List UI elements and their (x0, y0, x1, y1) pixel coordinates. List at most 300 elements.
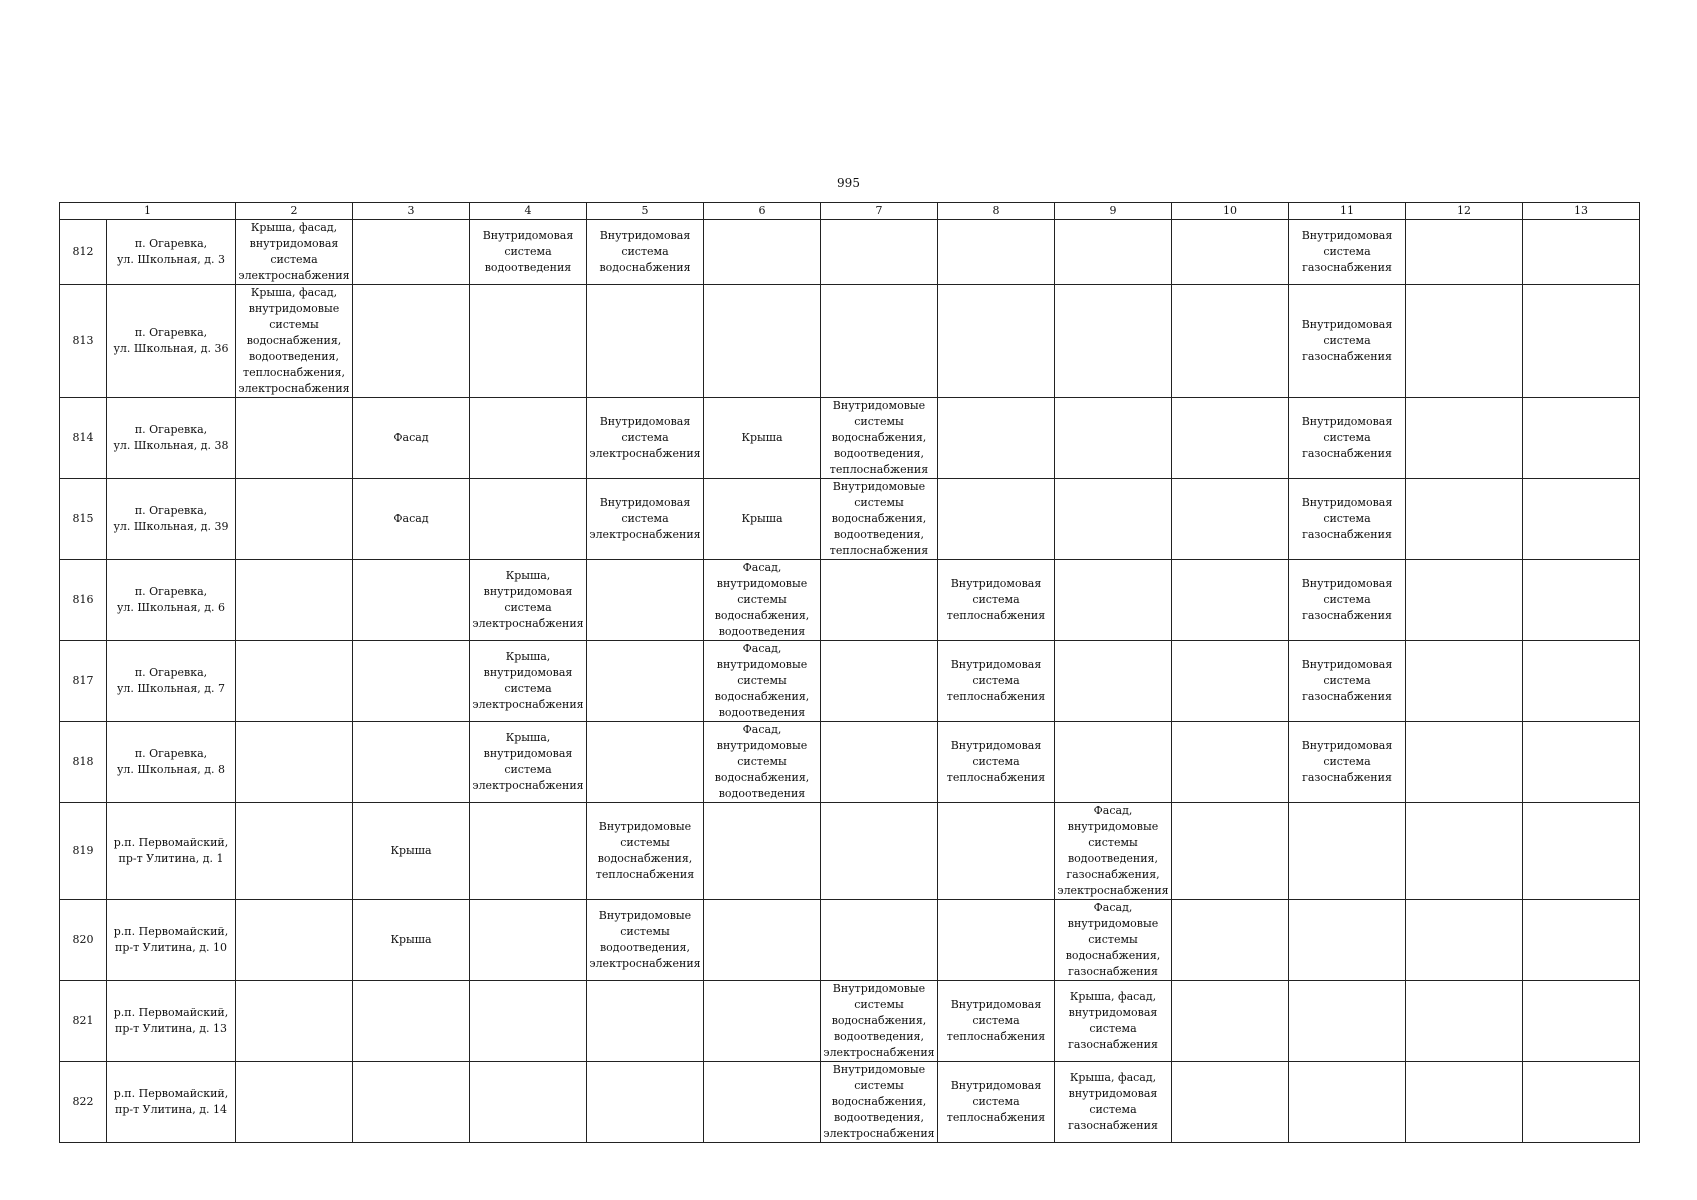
work-cell-col-11 (1289, 398, 1406, 479)
work-line: водоотведения, (248, 350, 339, 363)
work-line: системы (854, 998, 904, 1011)
work-line: внутридомовые (1067, 820, 1159, 833)
work-line: Внутридомовая (950, 658, 1042, 671)
work-cell-col-3 (353, 479, 470, 560)
work-cell-col-8 (938, 479, 1055, 560)
work-cell-col-2 (236, 900, 353, 981)
work-cell-col-10 (1172, 722, 1289, 803)
work-cell-col-7 (821, 220, 938, 285)
work-cell-col-7 (821, 722, 938, 803)
work-cell-col-4 (470, 641, 587, 722)
work-line: Фасад (393, 512, 429, 525)
work-line: система (1323, 512, 1371, 525)
work-cell-col-5 (587, 722, 704, 803)
repair-schedule-table (59, 202, 1640, 1143)
address-line: р.п. Первомайский, (113, 1006, 229, 1019)
table-row (60, 285, 1640, 398)
table-body (60, 220, 1640, 1143)
work-cell-col-9 (1055, 641, 1172, 722)
work-line: Фасад, (742, 561, 782, 574)
work-cell-col-12 (1406, 722, 1523, 803)
work-line: газоснабжения (1302, 528, 1392, 541)
work-cell-col-12 (1406, 479, 1523, 560)
page-number: 995 (837, 176, 860, 190)
column-header: 11 (1289, 203, 1406, 220)
work-line: Внутридомовые (832, 480, 926, 493)
row-number: 820 (60, 900, 107, 981)
address-line: п. Огаревка, (134, 237, 208, 250)
work-line: водоснабжения, (714, 771, 810, 784)
work-cell-col-9 (1055, 398, 1172, 479)
work-cell-col-6 (704, 722, 821, 803)
work-line: водоотведения (718, 706, 806, 719)
work-line: Крыша (741, 512, 783, 525)
work-line: Внутридомовая (482, 229, 574, 242)
work-line: система (1323, 674, 1371, 687)
address-line: ул. Школьная, д. 8 (116, 763, 226, 776)
work-line: газоснабжения (1068, 965, 1158, 978)
work-cell-col-2 (236, 285, 353, 398)
work-line: внутридомовая (1068, 1087, 1158, 1100)
work-line: системы (854, 1079, 904, 1092)
work-line: Внутридомовая (950, 998, 1042, 1011)
column-header: 1 (60, 203, 236, 220)
work-cell-col-3 (353, 285, 470, 398)
work-cell-col-2 (236, 220, 353, 285)
work-cell-col-13 (1523, 1062, 1640, 1143)
work-line: внутридомовые (248, 302, 340, 315)
work-line: газоснабжения (1068, 1119, 1158, 1132)
row-number: 821 (60, 981, 107, 1062)
work-line: электроснабжения (823, 1046, 935, 1059)
work-cell-col-11 (1289, 220, 1406, 285)
work-line: водоснабжения, (831, 1014, 927, 1027)
work-line: Внутридомовая (1301, 229, 1393, 242)
work-cell-col-9 (1055, 1062, 1172, 1143)
work-cell-col-4 (470, 479, 587, 560)
work-cell-col-11 (1289, 803, 1406, 900)
work-cell-col-12 (1406, 285, 1523, 398)
work-cell-col-7 (821, 900, 938, 981)
row-number: 819 (60, 803, 107, 900)
work-cell-col-6 (704, 398, 821, 479)
address-line: п. Огаревка, (134, 666, 208, 679)
work-line: водоотведения, (833, 1111, 924, 1124)
work-cell-col-8 (938, 285, 1055, 398)
address-line: пр-т Улитина, д. 14 (114, 1103, 227, 1116)
work-line: Фасад, (742, 723, 782, 736)
work-line: Крыша, (505, 569, 551, 582)
work-cell-col-7 (821, 803, 938, 900)
row-number: 822 (60, 1062, 107, 1143)
work-line: система (1089, 1103, 1137, 1116)
table-row (60, 398, 1640, 479)
work-cell-col-2 (236, 803, 353, 900)
work-cell-col-13 (1523, 981, 1640, 1062)
work-cell-col-6 (704, 981, 821, 1062)
work-cell-col-4 (470, 560, 587, 641)
work-cell-col-10 (1172, 479, 1289, 560)
work-line: система (1323, 755, 1371, 768)
work-line: система (972, 1014, 1020, 1027)
work-line: теплоснабжения (946, 609, 1046, 622)
work-line: система (972, 674, 1020, 687)
work-cell-col-9 (1055, 981, 1172, 1062)
work-line: система (1089, 1022, 1137, 1035)
table-row (60, 1062, 1640, 1143)
address-line: п. Огаревка, (134, 747, 208, 760)
work-cell-col-12 (1406, 1062, 1523, 1143)
work-cell-col-3 (353, 722, 470, 803)
work-line: водоотведения, (833, 1030, 924, 1043)
work-line: теплоснабжения, (243, 366, 345, 379)
work-line: водоснабжения, (831, 1095, 927, 1108)
work-line: внутридомовые (716, 577, 808, 590)
work-cell-col-11 (1289, 285, 1406, 398)
work-line: Внутридомовая (1301, 658, 1393, 671)
work-cell-col-2 (236, 981, 353, 1062)
address-line: пр-т Улитина, д. 1 (118, 852, 224, 865)
work-cell-col-7 (821, 981, 938, 1062)
address-line: ул. Школьная, д. 3 (116, 253, 226, 266)
work-line: газоснабжения (1302, 690, 1392, 703)
work-cell-col-5 (587, 641, 704, 722)
work-line: электроснабжения (589, 447, 701, 460)
work-line: электроснабжения (238, 382, 350, 395)
work-cell-col-4 (470, 900, 587, 981)
column-header: 5 (587, 203, 704, 220)
work-cell-col-7 (821, 641, 938, 722)
work-cell-col-9 (1055, 479, 1172, 560)
work-cell-col-8 (938, 641, 1055, 722)
work-cell-col-6 (704, 803, 821, 900)
work-cell-col-8 (938, 220, 1055, 285)
work-line: теплоснабжения (946, 771, 1046, 784)
work-cell-col-5 (587, 285, 704, 398)
work-line: Внутридомовая (1301, 415, 1393, 428)
table-row (60, 641, 1640, 722)
work-cell-col-9 (1055, 900, 1172, 981)
address-line: п. Огаревка, (134, 504, 208, 517)
work-cell-col-4 (470, 220, 587, 285)
work-line: система (1323, 334, 1371, 347)
work-cell-col-9 (1055, 560, 1172, 641)
work-cell-col-13 (1523, 900, 1640, 981)
work-line: электроснабжения (472, 698, 584, 711)
work-line: Внутридомовая (950, 577, 1042, 590)
address-line: р.п. Первомайский, (113, 925, 229, 938)
work-line: Крыша, (505, 650, 551, 663)
work-cell-col-9 (1055, 220, 1172, 285)
address-line: п. Огаревка, (134, 423, 208, 436)
row-number: 815 (60, 479, 107, 560)
address-line: ул. Школьная, д. 38 (113, 439, 229, 452)
work-line: газоснабжения (1302, 261, 1392, 274)
work-cell-col-12 (1406, 220, 1523, 285)
work-cell-col-2 (236, 1062, 353, 1143)
work-line: Внутридомовые (598, 909, 692, 922)
work-cell-col-5 (587, 220, 704, 285)
work-line: электроснабжения (1057, 884, 1169, 897)
work-line: водоотведения, (599, 941, 690, 954)
work-line: электроснабжения (589, 957, 701, 970)
work-cell-col-12 (1406, 981, 1523, 1062)
work-cell-col-4 (470, 803, 587, 900)
work-cell-col-8 (938, 803, 1055, 900)
work-cell-col-5 (587, 981, 704, 1062)
work-cell-col-3 (353, 560, 470, 641)
work-cell-col-2 (236, 560, 353, 641)
work-line: Крыша, фасад, (250, 286, 338, 299)
work-cell-col-8 (938, 560, 1055, 641)
address-line: пр-т Улитина, д. 10 (114, 941, 227, 954)
column-header: 6 (704, 203, 821, 220)
work-cell-col-6 (704, 560, 821, 641)
work-line: теплоснабжения (946, 690, 1046, 703)
work-line: Внутридомовая (950, 1079, 1042, 1092)
table-row (60, 220, 1640, 285)
work-line: система (972, 1095, 1020, 1108)
work-line: система (621, 512, 669, 525)
work-cell-col-6 (704, 220, 821, 285)
work-line: система (1323, 431, 1371, 444)
address-cell (107, 803, 236, 900)
work-cell-col-3 (353, 398, 470, 479)
work-line: внутридомовая (1068, 1006, 1158, 1019)
work-line: Внутридомовая (1301, 577, 1393, 590)
work-line: Фасад, (1093, 901, 1133, 914)
work-line: водоснабжения, (714, 690, 810, 703)
work-cell-col-4 (470, 398, 587, 479)
work-cell-col-7 (821, 285, 938, 398)
work-line: газоснабжения (1068, 1038, 1158, 1051)
work-cell-col-3 (353, 981, 470, 1062)
work-line: системы (737, 674, 787, 687)
address-cell (107, 641, 236, 722)
work-line: Фасад, (1093, 804, 1133, 817)
work-cell-col-3 (353, 803, 470, 900)
work-line: Крыша, фасад, (1069, 1071, 1157, 1084)
work-line: водоснабжения, (246, 334, 342, 347)
work-cell-col-12 (1406, 560, 1523, 641)
work-line: Крыша (390, 933, 432, 946)
work-line: Крыша, фасад, (250, 221, 338, 234)
work-line: электроснабжения (472, 617, 584, 630)
row-number: 818 (60, 722, 107, 803)
work-cell-col-6 (704, 479, 821, 560)
work-line: газоснабжения (1302, 350, 1392, 363)
work-cell-col-10 (1172, 803, 1289, 900)
table-row (60, 560, 1640, 641)
work-line: теплоснабжения (595, 868, 695, 881)
work-line: теплоснабжения (829, 544, 929, 557)
address-cell (107, 479, 236, 560)
column-header: 4 (470, 203, 587, 220)
work-line: система (270, 253, 318, 266)
table-row (60, 479, 1640, 560)
work-cell-col-4 (470, 285, 587, 398)
address-cell (107, 981, 236, 1062)
address-line: р.п. Первомайский, (113, 1087, 229, 1100)
work-cell-col-10 (1172, 560, 1289, 641)
work-cell-col-8 (938, 398, 1055, 479)
work-line: Фасад (393, 431, 429, 444)
work-line: водоотведения (484, 261, 572, 274)
row-number: 814 (60, 398, 107, 479)
work-line: водоснабжения (599, 261, 691, 274)
row-number: 813 (60, 285, 107, 398)
table-header-row (60, 203, 1640, 220)
work-cell-col-9 (1055, 722, 1172, 803)
address-line: ул. Школьная, д. 7 (116, 682, 226, 695)
work-line: Крыша (741, 431, 783, 444)
work-cell-col-11 (1289, 560, 1406, 641)
work-cell-col-9 (1055, 803, 1172, 900)
column-header: 3 (353, 203, 470, 220)
address-cell (107, 220, 236, 285)
table-row (60, 722, 1640, 803)
address-line: ул. Школьная, д. 39 (113, 520, 229, 533)
column-header: 12 (1406, 203, 1523, 220)
column-header: 7 (821, 203, 938, 220)
work-cell-col-13 (1523, 803, 1640, 900)
work-cell-col-6 (704, 641, 821, 722)
address-line: пр-т Улитина, д. 13 (114, 1022, 227, 1035)
work-cell-col-6 (704, 285, 821, 398)
work-line: Крыша, (505, 731, 551, 744)
work-line: газоснабжения (1302, 771, 1392, 784)
work-line: водоснабжения, (597, 852, 693, 865)
work-line: системы (854, 496, 904, 509)
work-line: водоснабжения, (831, 431, 927, 444)
work-cell-col-7 (821, 398, 938, 479)
work-line: внутридомовая (249, 237, 339, 250)
work-line: системы (269, 318, 319, 331)
work-cell-col-11 (1289, 479, 1406, 560)
table-row (60, 900, 1640, 981)
work-cell-col-6 (704, 1062, 821, 1143)
work-line: Внутридомовая (599, 415, 691, 428)
work-cell-col-10 (1172, 398, 1289, 479)
work-cell-col-10 (1172, 285, 1289, 398)
address-cell (107, 1062, 236, 1143)
work-line: водоотведения, (833, 528, 924, 541)
work-cell-col-5 (587, 1062, 704, 1143)
work-line: водоотведения, (833, 447, 924, 460)
work-cell-col-8 (938, 722, 1055, 803)
work-cell-col-13 (1523, 479, 1640, 560)
work-cell-col-13 (1523, 398, 1640, 479)
work-cell-col-13 (1523, 722, 1640, 803)
work-line: электроснабжения (589, 528, 701, 541)
work-cell-col-10 (1172, 1062, 1289, 1143)
work-cell-col-4 (470, 1062, 587, 1143)
work-cell-col-7 (821, 560, 938, 641)
work-cell-col-10 (1172, 220, 1289, 285)
work-line: система (504, 682, 552, 695)
work-cell-col-5 (587, 479, 704, 560)
address-line: п. Огаревка, (134, 585, 208, 598)
work-line: Фасад, (742, 642, 782, 655)
work-line: система (621, 431, 669, 444)
work-line: система (504, 763, 552, 776)
work-cell-col-11 (1289, 641, 1406, 722)
work-cell-col-3 (353, 1062, 470, 1143)
work-line: водоотведения (718, 625, 806, 638)
work-line: электроснабжения (238, 269, 350, 282)
work-line: газоснабжения (1302, 609, 1392, 622)
work-line: система (1323, 593, 1371, 606)
work-cell-col-2 (236, 398, 353, 479)
work-line: внутридомовая (483, 747, 573, 760)
work-cell-col-13 (1523, 641, 1640, 722)
work-line: теплоснабжения (829, 463, 929, 476)
work-cell-col-9 (1055, 285, 1172, 398)
address-line: р.п. Первомайский, (113, 836, 229, 849)
work-line: Внутридомовые (832, 1063, 926, 1076)
work-line: системы (737, 593, 787, 606)
work-line: теплоснабжения (946, 1030, 1046, 1043)
work-cell-col-3 (353, 220, 470, 285)
work-cell-col-10 (1172, 900, 1289, 981)
work-line: система (1323, 245, 1371, 258)
work-cell-col-5 (587, 560, 704, 641)
column-header: 13 (1523, 203, 1640, 220)
work-cell-col-11 (1289, 1062, 1406, 1143)
work-cell-col-8 (938, 900, 1055, 981)
work-line: система (504, 601, 552, 614)
address-line: ул. Школьная, д. 36 (113, 342, 229, 355)
address-cell (107, 900, 236, 981)
work-cell-col-6 (704, 900, 821, 981)
work-cell-col-11 (1289, 900, 1406, 981)
work-line: система (972, 593, 1020, 606)
work-cell-col-8 (938, 981, 1055, 1062)
work-line: газоснабжения, (1066, 868, 1160, 881)
work-cell-col-3 (353, 641, 470, 722)
work-line: система (972, 755, 1020, 768)
work-line: Внутридомовая (1301, 739, 1393, 752)
work-line: внутридомовые (1067, 917, 1159, 930)
work-line: электроснабжения (472, 779, 584, 792)
work-line: системы (620, 836, 670, 849)
work-cell-col-7 (821, 1062, 938, 1143)
address-cell (107, 398, 236, 479)
row-number: 817 (60, 641, 107, 722)
work-line: внутридомовые (716, 658, 808, 671)
work-line: газоснабжения (1302, 447, 1392, 460)
work-cell-col-10 (1172, 981, 1289, 1062)
work-line: Крыша (390, 844, 432, 857)
work-cell-col-13 (1523, 220, 1640, 285)
address-cell (107, 560, 236, 641)
work-line: система (504, 245, 552, 258)
work-line: внутридомовая (483, 585, 573, 598)
work-cell-col-12 (1406, 641, 1523, 722)
work-line: Внутридомовая (599, 496, 691, 509)
work-cell-col-2 (236, 479, 353, 560)
work-line: Внутридомовые (598, 820, 692, 833)
work-line: водоснабжения, (831, 512, 927, 525)
work-line: теплоснабжения (946, 1111, 1046, 1124)
work-cell-col-13 (1523, 560, 1640, 641)
work-line: системы (854, 415, 904, 428)
work-line: Внутридомовая (1301, 318, 1393, 331)
table-row (60, 981, 1640, 1062)
work-cell-col-8 (938, 1062, 1055, 1143)
work-line: системы (1088, 933, 1138, 946)
work-line: системы (1088, 836, 1138, 849)
